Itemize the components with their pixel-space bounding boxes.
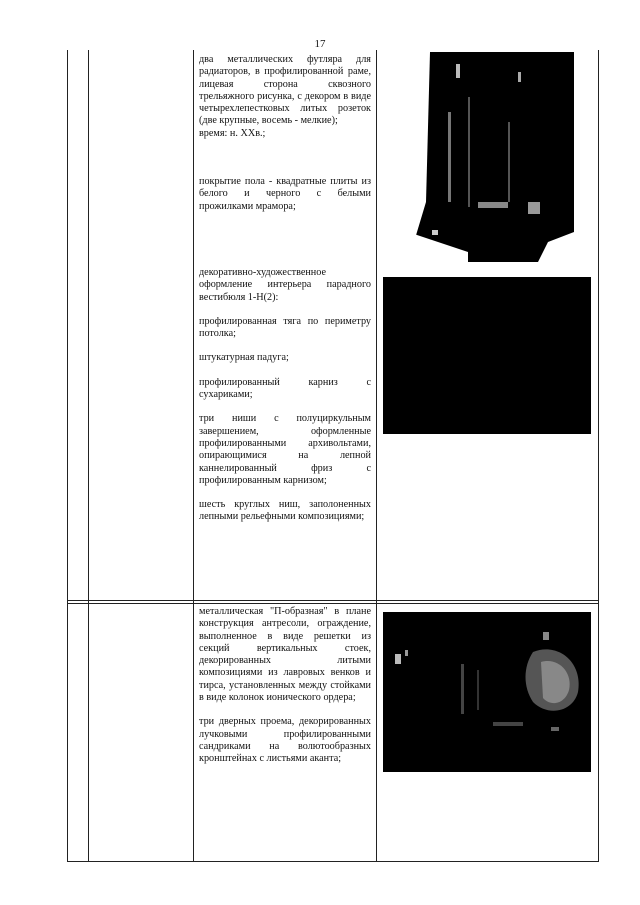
vestibule-decoration-heading: декоративно-художественное оформление интерьера парадного вестибюля 1-Н(2): [199, 266, 371, 303]
mezzanine-text: металлическая "П-образная" в плане конструкция антресоли, ограждение, выполненное в виде решетки из секций вертикальных стоек, декорированных литыми композициями из лавровых венков и тирса, установленных между стойками в виде колонок ионического ордера; [199, 606, 371, 704]
photo-mezzanine [383, 612, 591, 772]
photo-vestibule [383, 277, 591, 434]
row2-description [199, 606, 371, 766]
photo-radiator-hall [408, 52, 574, 262]
padug-text: штукатурная падуга; [199, 352, 289, 364]
floor-covering-text: покрытие пола - квадратные плиты из белого и черного с белыми прожилками мрамора; [199, 176, 371, 212]
radiator-cases-text: два металлических футляра для радиаторов, в профилированной раме, лицевая сторона сквозного трельяжного рисунка, с декором в виде четырехлепестковых литых розеток (две крупные, восемь - мелкие); [199, 54, 371, 127]
ceiling-molding-text: профилированная тяга по периметру потолка; [199, 315, 371, 340]
niches-text: три ниши с полуциркульным завершением, оформленные профилированными архивольтами, опирающимися на лепной каннелированный фриз с профилированным карнизом; [199, 413, 371, 486]
page-number: 17 [314, 38, 326, 50]
radiator-cases-time: время: н. XXв.; [199, 127, 266, 139]
cornice-text: профилированный карниз с сухариками; [199, 376, 371, 401]
row1-description [199, 54, 371, 524]
doorways-text: три дверных проема, декорированных лучковыми профилированными сандриками на волютообразных кронштейнах с листьями аканта; [199, 716, 371, 765]
round-niches-text: шесть круглых ниш, заполоненных лепными рельефными композициями; [199, 499, 371, 523]
